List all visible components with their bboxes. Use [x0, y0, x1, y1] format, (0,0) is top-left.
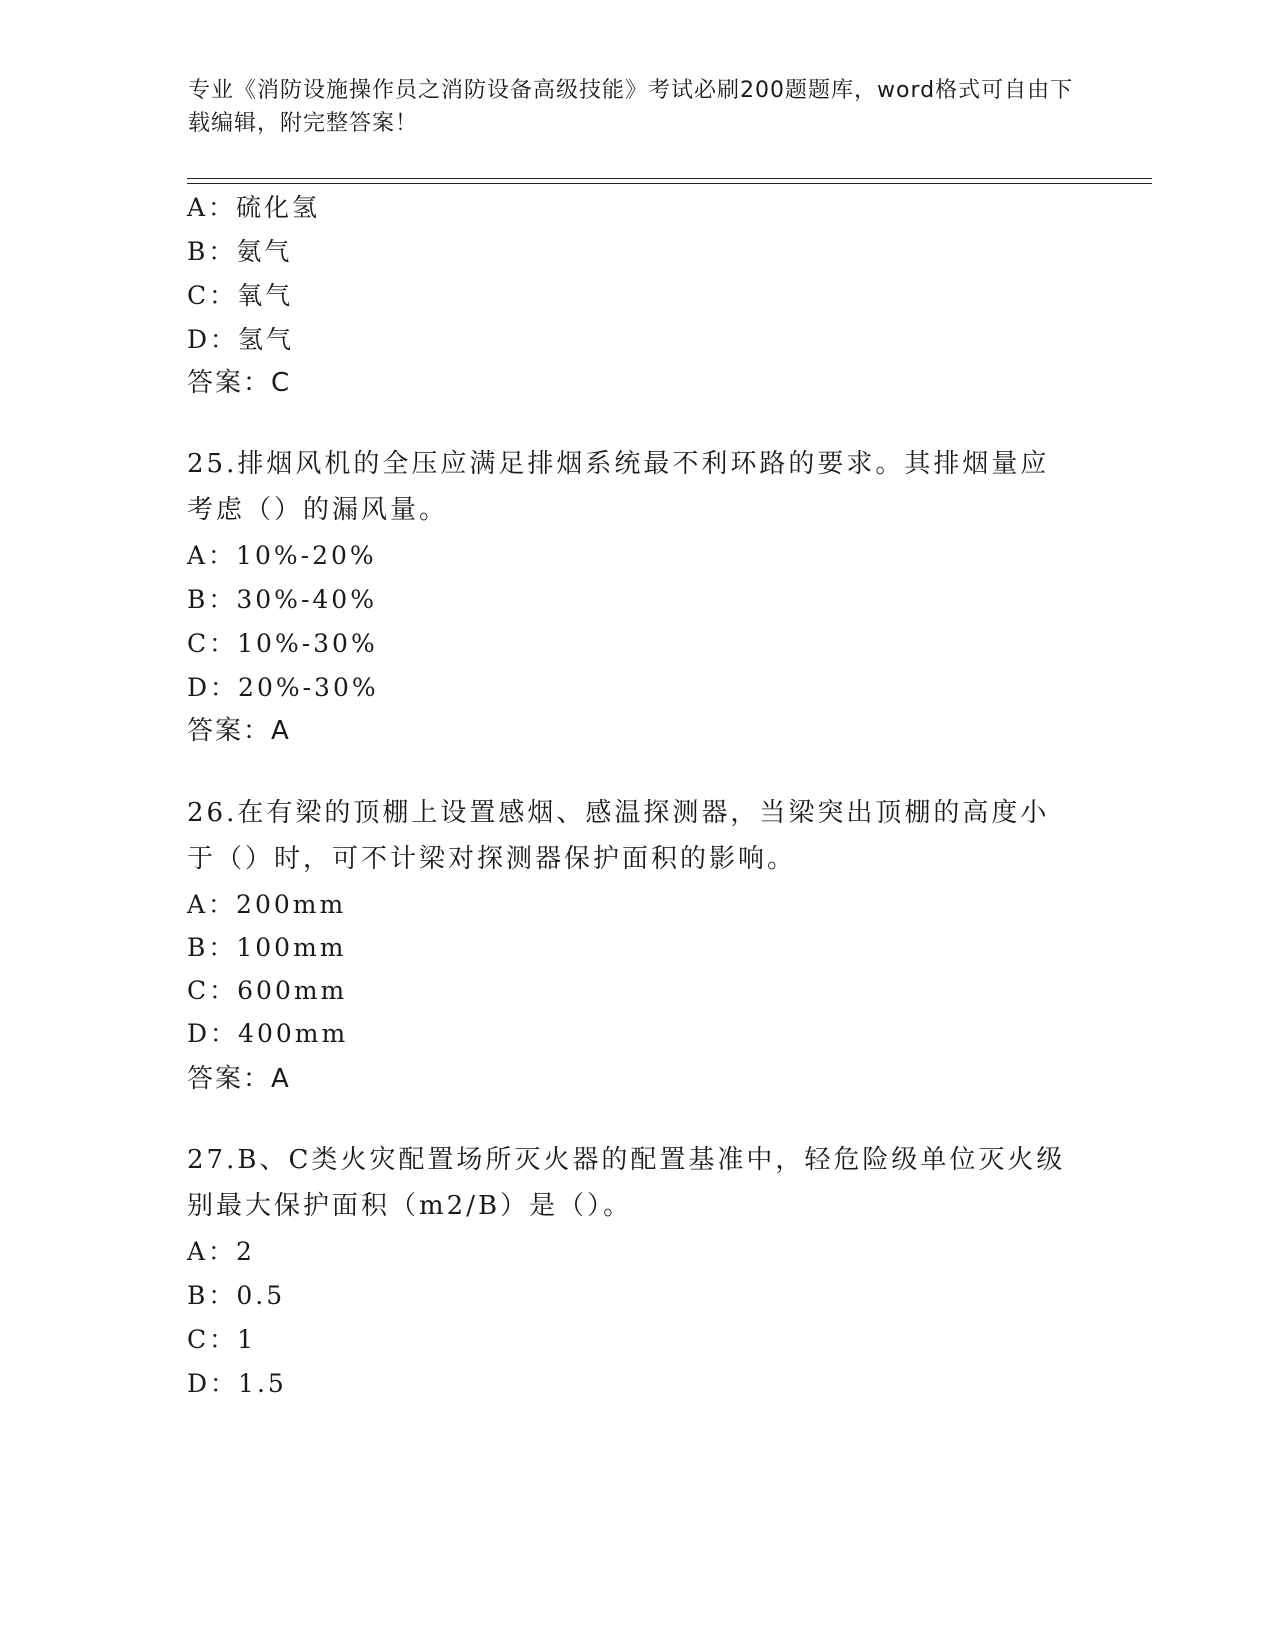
option-d: D：1.5: [187, 1369, 287, 1398]
option-c: C：氧气: [187, 281, 294, 310]
option-b: B：氨气: [187, 237, 293, 266]
option-a: A：10%-20%: [187, 541, 377, 570]
option-c: C：1: [187, 1325, 257, 1354]
option-d: D：氢气: [187, 325, 295, 354]
option-b: B：100mm: [187, 933, 347, 962]
header-divider-top: [187, 178, 1152, 179]
option-c: C：10%-30%: [187, 629, 378, 658]
answer-text: 答案：C: [187, 368, 292, 398]
option-b: B：0.5: [187, 1281, 286, 1310]
option-a: A：2: [187, 1237, 255, 1266]
header-divider-bottom: [187, 183, 1152, 184]
answer-text: 答案：A: [187, 1064, 291, 1094]
question-27-text: 27.B、C类火灾配置场所灭火器的配置基准中，轻危险级单位灭火级别最大保护面积（m2/B）是（）。: [187, 1145, 1066, 1221]
option-d: D：400mm: [187, 1019, 349, 1048]
question-25-text: 25.排烟风机的全压应满足排烟系统最不利环路的要求。其排烟量应考虑（）的漏风量。: [187, 449, 1050, 525]
option-a: A：200mm: [187, 890, 347, 919]
question-26-text: 26.在有梁的顶棚上设置感烟、感温探测器，当梁突出顶棚的高度小于（）时，可不计梁对探测器保护面积的影响。: [187, 798, 1050, 874]
option-d: D：20%-30%: [187, 673, 379, 702]
document-header: 专业《消防设施操作员之消防设备高级技能》考试必刷200题题库，word格式可自由下载编辑，附完整答案！: [188, 78, 1074, 136]
option-a: A：硫化氢: [187, 193, 321, 222]
option-c: C：600mm: [187, 976, 348, 1005]
option-b: B：30%-40%: [187, 585, 377, 614]
answer-text: 答案：A: [187, 716, 291, 746]
